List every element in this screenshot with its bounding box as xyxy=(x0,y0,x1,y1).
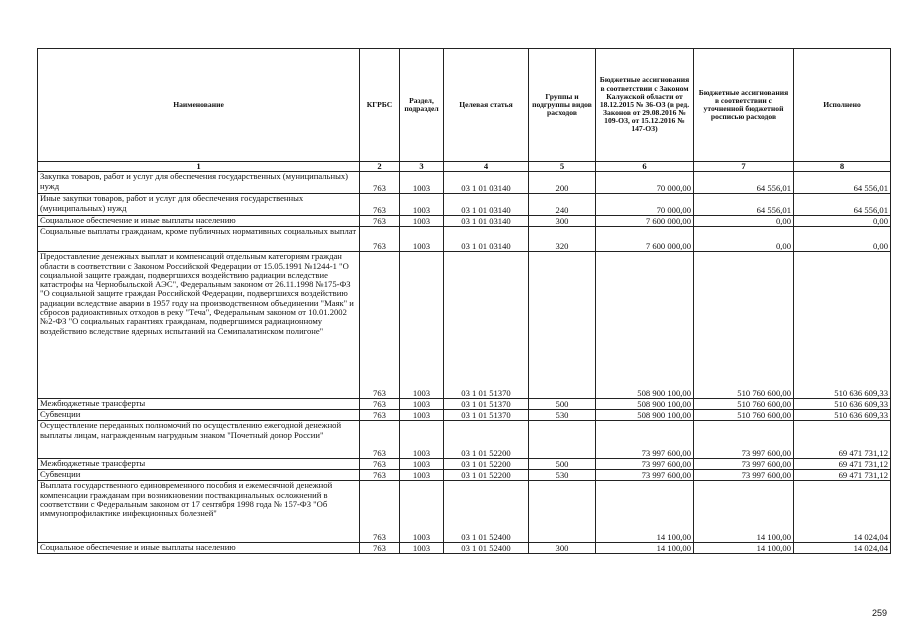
row-name: Межбюджетные трансферты xyxy=(38,399,360,410)
row-kgrbs: 763 xyxy=(360,459,400,470)
table-row xyxy=(38,399,891,410)
row-target-article: 03 1 01 52200 xyxy=(444,459,529,470)
row-law-allocation: 7 600 000,00 xyxy=(596,227,694,252)
row-expense-type: 500 xyxy=(529,459,596,470)
row-law-allocation: 508 900 100,00 xyxy=(596,399,694,410)
row-name: Социальное обеспечение и иные выплаты населению xyxy=(38,543,360,554)
row-law-allocation: 508 900 100,00 xyxy=(596,252,694,399)
table-row xyxy=(38,481,891,543)
row-section: 1003 xyxy=(400,194,444,216)
row-section: 1003 xyxy=(400,543,444,554)
column-number: 5 xyxy=(529,162,596,172)
header-target-article: Целевая статья xyxy=(444,49,529,162)
table-row xyxy=(38,410,891,421)
row-executed: 69 471 731,12 xyxy=(794,470,891,481)
header-row xyxy=(38,49,891,162)
row-law-allocation: 70 000,00 xyxy=(596,194,694,216)
table-body xyxy=(38,172,891,554)
row-name: Социальные выплаты гражданам, кроме публичных нормативных социальных выплат xyxy=(38,227,360,252)
row-kgrbs: 763 xyxy=(360,172,400,194)
row-law-allocation: 14 100,00 xyxy=(596,543,694,554)
row-kgrbs: 763 xyxy=(360,410,400,421)
row-revised-allocation: 0,00 xyxy=(694,216,794,227)
row-executed: 69 471 731,12 xyxy=(794,421,891,459)
row-executed: 0,00 xyxy=(794,227,891,252)
row-kgrbs: 763 xyxy=(360,421,400,459)
table-row xyxy=(38,227,891,252)
header-name: Наименование xyxy=(38,49,360,162)
row-target-article: 03 1 01 52200 xyxy=(444,421,529,459)
row-target-article: 03 1 01 51370 xyxy=(444,410,529,421)
header-kgrbs: КГРБС xyxy=(360,49,400,162)
row-target-article: 03 1 01 52400 xyxy=(444,543,529,554)
row-section: 1003 xyxy=(400,459,444,470)
row-target-article: 03 1 01 51370 xyxy=(444,399,529,410)
row-target-article: 03 1 01 03140 xyxy=(444,172,529,194)
table-row xyxy=(38,470,891,481)
row-name: Межбюджетные трансферты xyxy=(38,459,360,470)
column-number: 4 xyxy=(444,162,529,172)
row-kgrbs: 763 xyxy=(360,216,400,227)
row-kgrbs: 763 xyxy=(360,399,400,410)
row-section: 1003 xyxy=(400,399,444,410)
row-expense-type: 320 xyxy=(529,227,596,252)
row-kgrbs: 763 xyxy=(360,481,400,543)
column-number: 2 xyxy=(360,162,400,172)
header-revised-allocation: Бюджетные ассигнования в соответствии с уточненной бюджетной росписью расходов xyxy=(694,49,794,162)
column-number: 7 xyxy=(694,162,794,172)
row-executed: 64 556,01 xyxy=(794,194,891,216)
table-row xyxy=(38,252,891,399)
row-section: 1003 xyxy=(400,216,444,227)
row-executed: 14 024,04 xyxy=(794,543,891,554)
row-revised-allocation: 73 997 600,00 xyxy=(694,470,794,481)
table-row xyxy=(38,543,891,554)
row-name: Осуществление переданных полномочий по осуществлению ежегодной денежной выплаты лицам, награжденным нагрудным знаком "Почетный донор России" xyxy=(38,421,360,459)
row-kgrbs: 763 xyxy=(360,252,400,399)
row-target-article: 03 1 01 03140 xyxy=(444,216,529,227)
row-expense-type xyxy=(529,252,596,399)
row-target-article: 03 1 01 51370 xyxy=(444,252,529,399)
row-section: 1003 xyxy=(400,470,444,481)
row-law-allocation: 70 000,00 xyxy=(596,172,694,194)
row-law-allocation: 7 600 000,00 xyxy=(596,216,694,227)
header-expense-type: Группы и подгруппы видов расходов xyxy=(529,49,596,162)
row-section: 1003 xyxy=(400,481,444,543)
row-expense-type xyxy=(529,421,596,459)
row-revised-allocation: 0,00 xyxy=(694,227,794,252)
row-name: Субвенции xyxy=(38,470,360,481)
column-number: 8 xyxy=(794,162,891,172)
row-law-allocation: 73 997 600,00 xyxy=(596,470,694,481)
header-law-allocation: Бюджетные ассигнования в соответствии с Законом Калужской области от 18.12.2015 № 36-ОЗ (в ред. Законов от 29.08.2016 № 109-ОЗ, от 15.12.2016 № 147-ОЗ) xyxy=(596,49,694,162)
row-section: 1003 xyxy=(400,227,444,252)
row-kgrbs: 763 xyxy=(360,194,400,216)
column-number-row xyxy=(38,162,891,172)
row-expense-type: 530 xyxy=(529,410,596,421)
row-executed: 510 636 609,33 xyxy=(794,399,891,410)
row-name: Иные закупки товаров, работ и услуг для обеспечения государственных (муниципальных) нужд xyxy=(38,194,360,216)
row-revised-allocation: 14 100,00 xyxy=(694,481,794,543)
row-expense-type xyxy=(529,481,596,543)
row-kgrbs: 763 xyxy=(360,227,400,252)
row-kgrbs: 763 xyxy=(360,543,400,554)
row-expense-type: 300 xyxy=(529,216,596,227)
row-expense-type: 200 xyxy=(529,172,596,194)
table-row xyxy=(38,172,891,194)
row-revised-allocation: 510 760 600,00 xyxy=(694,252,794,399)
row-executed: 0,00 xyxy=(794,216,891,227)
row-section: 1003 xyxy=(400,421,444,459)
row-target-article: 03 1 01 52200 xyxy=(444,470,529,481)
row-revised-allocation: 73 997 600,00 xyxy=(694,421,794,459)
row-executed: 14 024,04 xyxy=(794,481,891,543)
row-kgrbs: 763 xyxy=(360,470,400,481)
row-executed: 69 471 731,12 xyxy=(794,459,891,470)
row-expense-type: 240 xyxy=(529,194,596,216)
table-row xyxy=(38,216,891,227)
row-name: Социальное обеспечение и иные выплаты населению xyxy=(38,216,360,227)
row-revised-allocation: 510 760 600,00 xyxy=(694,399,794,410)
row-executed: 510 636 609,33 xyxy=(794,252,891,399)
row-revised-allocation: 14 100,00 xyxy=(694,543,794,554)
table-row xyxy=(38,194,891,216)
page-number: 259 xyxy=(871,608,887,618)
row-law-allocation: 508 900 100,00 xyxy=(596,410,694,421)
row-name: Субвенции xyxy=(38,410,360,421)
row-law-allocation: 14 100,00 xyxy=(596,481,694,543)
column-number: 1 xyxy=(38,162,360,172)
row-expense-type: 530 xyxy=(529,470,596,481)
row-revised-allocation: 64 556,01 xyxy=(694,172,794,194)
row-revised-allocation: 510 760 600,00 xyxy=(694,410,794,421)
column-number: 6 xyxy=(596,162,694,172)
header-section: Раздел, подраздел xyxy=(400,49,444,162)
table-row xyxy=(38,421,891,459)
row-expense-type: 300 xyxy=(529,543,596,554)
row-executed: 64 556,01 xyxy=(794,172,891,194)
header-executed: Исполнено xyxy=(794,49,891,162)
column-number: 3 xyxy=(400,162,444,172)
row-executed: 510 636 609,33 xyxy=(794,410,891,421)
row-law-allocation: 73 997 600,00 xyxy=(596,421,694,459)
row-name: Закупка товаров, работ и услуг для обеспечения государственных (муниципальных) нужд xyxy=(38,172,360,194)
row-target-article: 03 1 01 52400 xyxy=(444,481,529,543)
row-revised-allocation: 64 556,01 xyxy=(694,194,794,216)
row-name: Предоставление денежных выплат и компенсаций отдельным категориям граждан области в соответствии с Законом Российской Федерации от 15.05.1991 №1244-1 "О социальной защите граждан, подвергшихся воздействию радиации вследствие катастрофы на Чернобыльской АЭС", Федеральным законом от 26.11.1998 №175-ФЗ "О социальной защите граждан Российской Федерации, подвергшихся воздействию радиации вследствие аварии в 1957 году на производственном объединении "Маяк" и сбросов радиоактивных отходов в реку "Теча", Федеральным законом от 10.01.2002 №2-ФЗ "О социальных гарантиях гражданам, подвергшимся радиационному воздействию вследствие ядерных испытаний на Семипалатинском полигоне" xyxy=(38,252,360,399)
row-section: 1003 xyxy=(400,410,444,421)
row-revised-allocation: 73 997 600,00 xyxy=(694,459,794,470)
row-expense-type: 500 xyxy=(529,399,596,410)
row-name: Выплата государственного единовременного пособия и ежемесячной денежной компенсации гражданам при возникновении поствакцинальных осложнений в соответствии с Федеральным законом от 17 сентября 1998 года № 157-ФЗ "Об иммунопрофилактике инфекционных болезней" xyxy=(38,481,360,543)
budget-table xyxy=(37,48,891,554)
row-target-article: 03 1 01 03140 xyxy=(444,194,529,216)
table-row xyxy=(38,459,891,470)
row-section: 1003 xyxy=(400,172,444,194)
row-section: 1003 xyxy=(400,252,444,399)
row-target-article: 03 1 01 03140 xyxy=(444,227,529,252)
row-law-allocation: 73 997 600,00 xyxy=(596,459,694,470)
